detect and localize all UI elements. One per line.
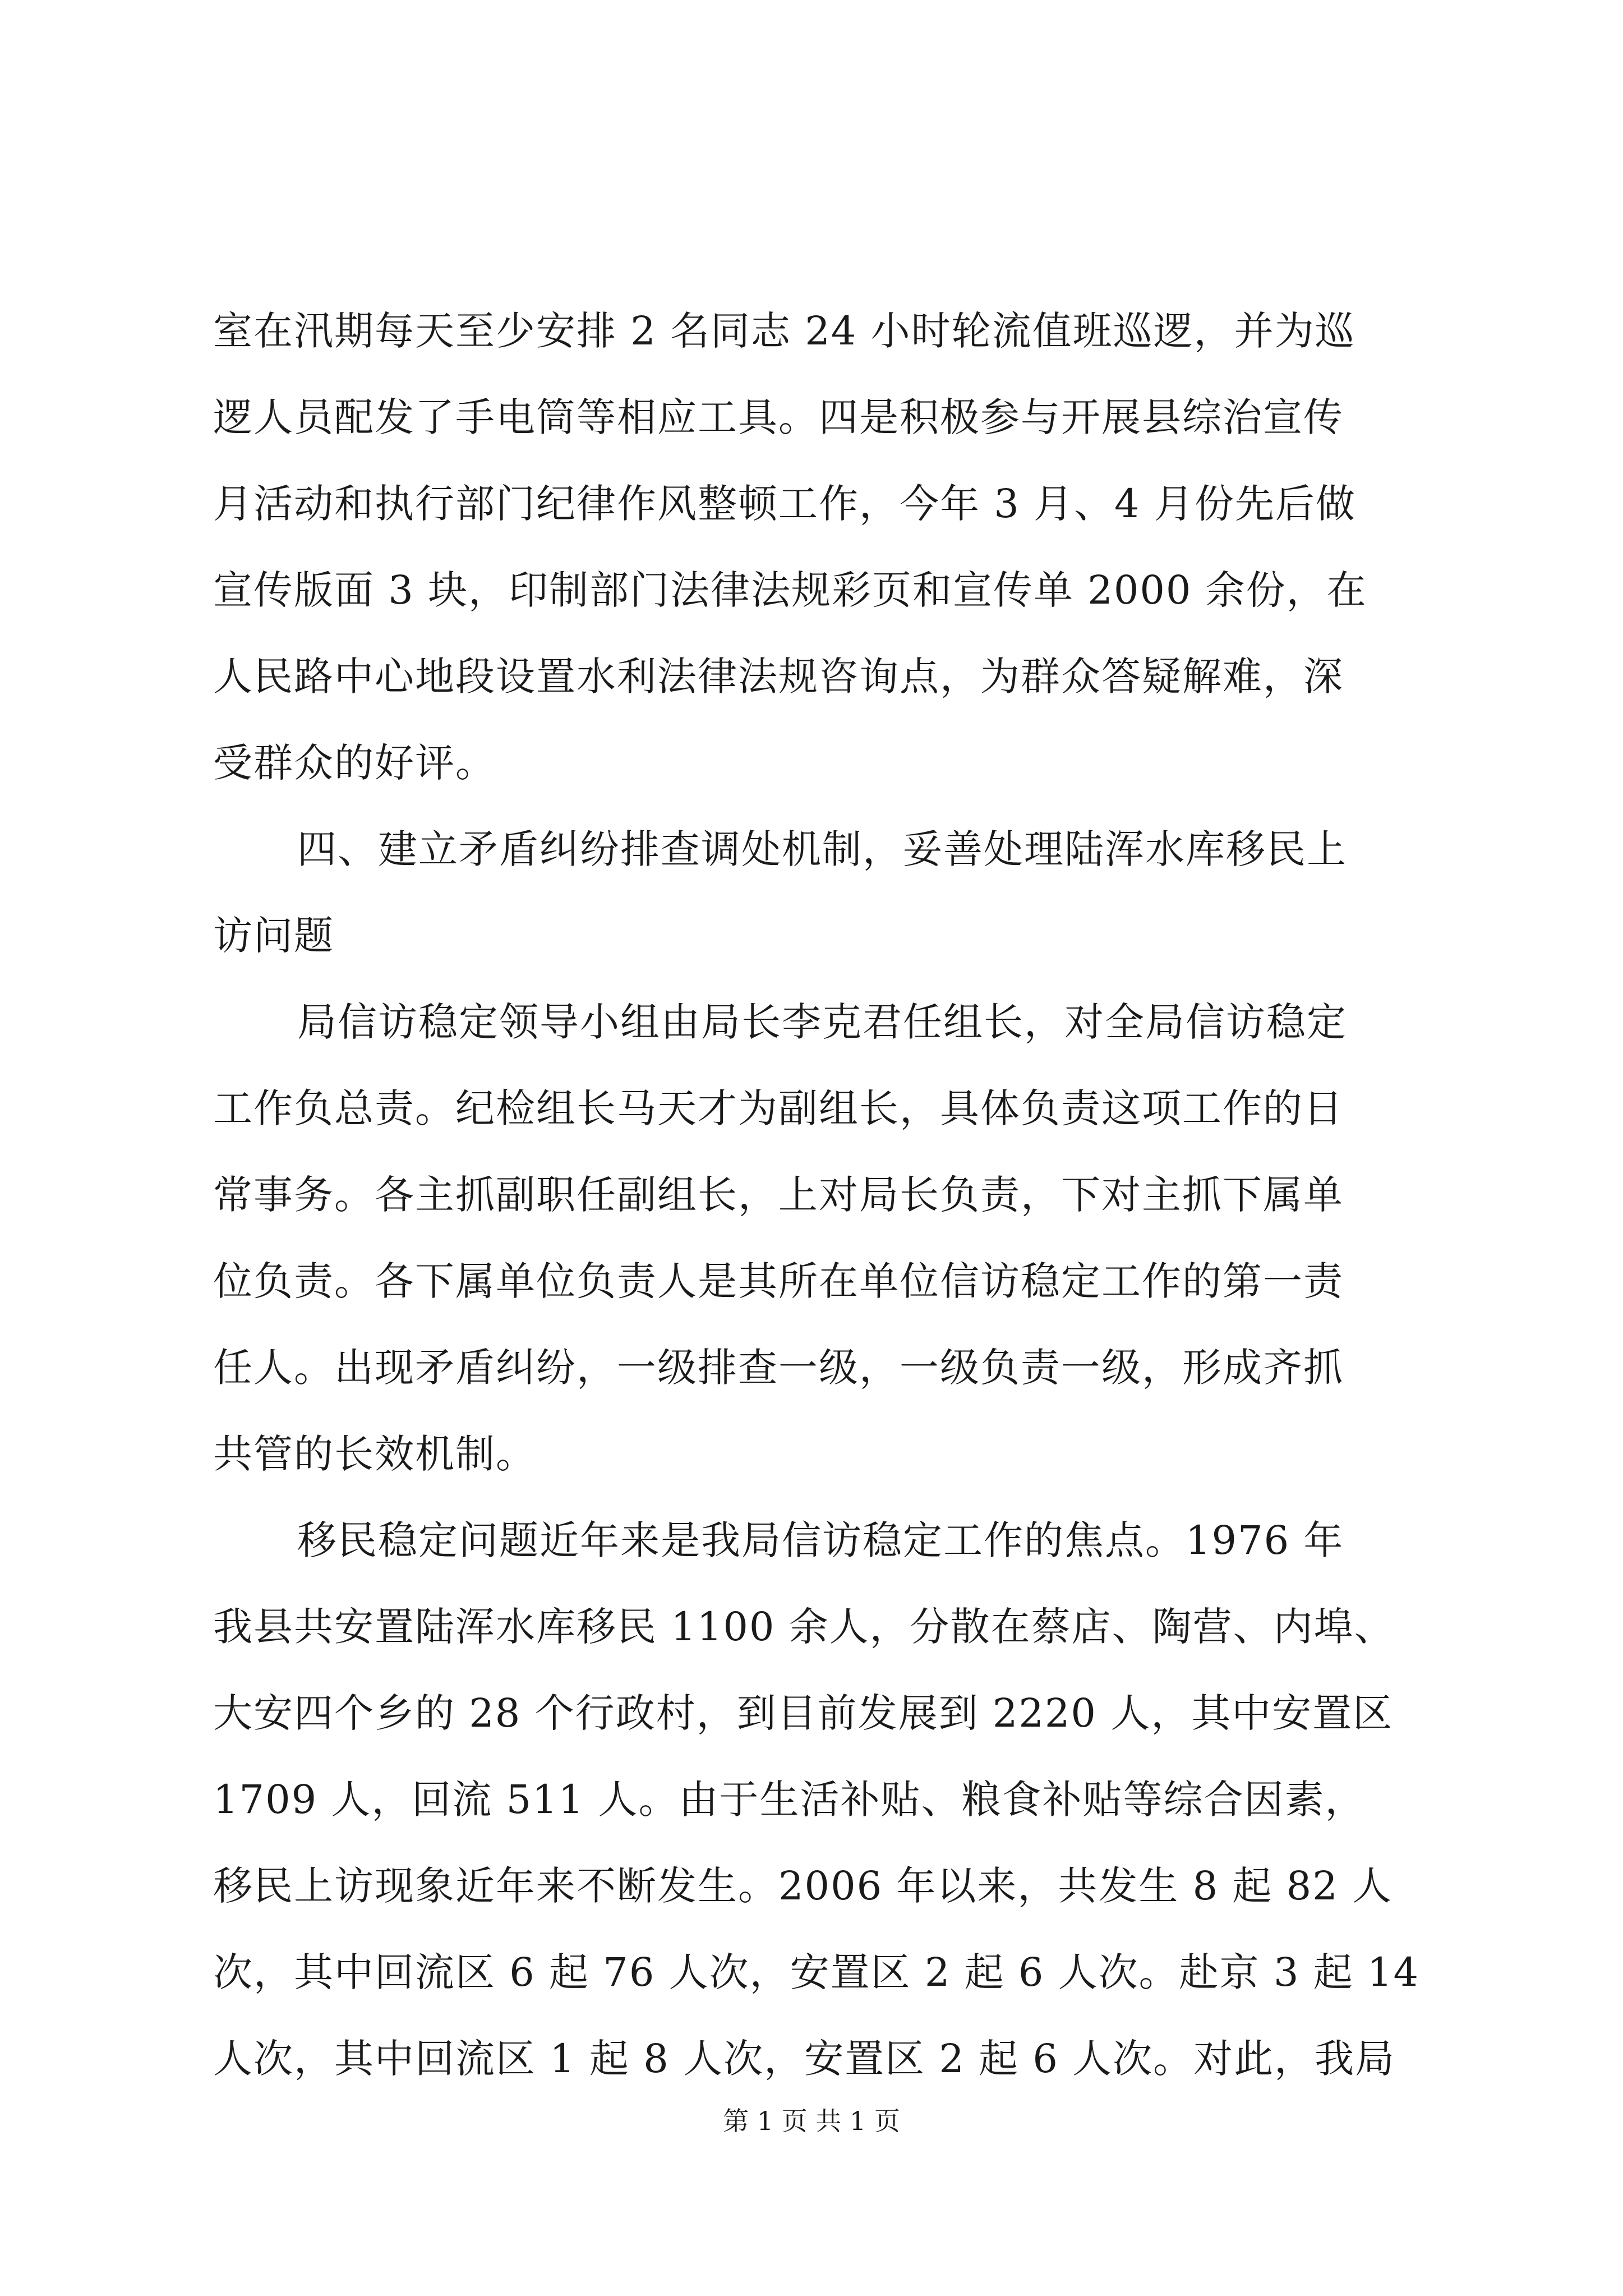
- body-line: 大安四个乡的 28 个行政村，到目前发展到 2220 人，其中安置区: [213, 1690, 1394, 1736]
- body-line: 室在汛期每天至少安排 2 名同志 24 小时轮流值班巡逻，并为巡: [213, 308, 1355, 354]
- body-line: 1709 人，回流 511 人。由于生活补贴、粮食补贴等综合因素，: [213, 1777, 1366, 1823]
- section-heading-line: 访问题: [213, 913, 334, 959]
- body-line: 共管的长效机制。: [213, 1431, 536, 1477]
- body-line: 受群众的好评。: [213, 740, 496, 786]
- body-line: 宣传版面 3 块，印制部门法律法规彩页和宣传单 2000 余份，在: [213, 567, 1367, 613]
- section-heading-line: 四、建立矛盾纠纷排查调处机制，妥善处理陆浑水库移民上: [297, 826, 1347, 872]
- page-number-footer: 第 1 页 共 1 页: [723, 2106, 900, 2136]
- body-line: 月活动和执行部门纪律作风整顿工作，今年 3 月、4 月份先后做: [213, 481, 1356, 527]
- body-line: 人民路中心地段设置水利法律法规咨询点，为群众答疑解难，深: [213, 654, 1344, 700]
- body-line: 次，其中回流区 6 起 76 人次，安置区 2 起 6 人次。赴京 3 起 14: [213, 1949, 1420, 1995]
- body-line: 我县共安置陆浑水库移民 1100 余人，分散在蔡店、陶营、内埠、: [213, 1604, 1395, 1650]
- body-line: 工作负总责。纪检组长马天才为副组长，具体负责这项工作的日: [213, 1085, 1344, 1131]
- body-line: 逻人员配发了手电筒等相应工具。四是积极参与开展县综治宣传: [213, 394, 1344, 440]
- body-line: 移民稳定问题近年来是我局信访稳定工作的焦点。1976 年: [297, 1517, 1344, 1563]
- body-line: 人次，其中回流区 1 起 8 人次，安置区 2 起 6 人次。对此，我局: [213, 2036, 1396, 2082]
- body-line: 任人。出现矛盾纠纷，一级排查一级，一级负责一级，形成齐抓: [213, 1345, 1344, 1391]
- body-line: 位负责。各下属单位负责人是其所在单位信访稳定工作的第一责: [213, 1258, 1344, 1304]
- body-line: 移民上访现象近年来不断发生。2006 年以来，共发生 8 起 82 人: [213, 1863, 1393, 1909]
- body-line: 常事务。各主抓副职任副组长，上对局长负责，下对主抓下属单: [213, 1172, 1344, 1218]
- body-line: 局信访稳定领导小组由局长李克君任组长，对全局信访稳定: [297, 999, 1347, 1045]
